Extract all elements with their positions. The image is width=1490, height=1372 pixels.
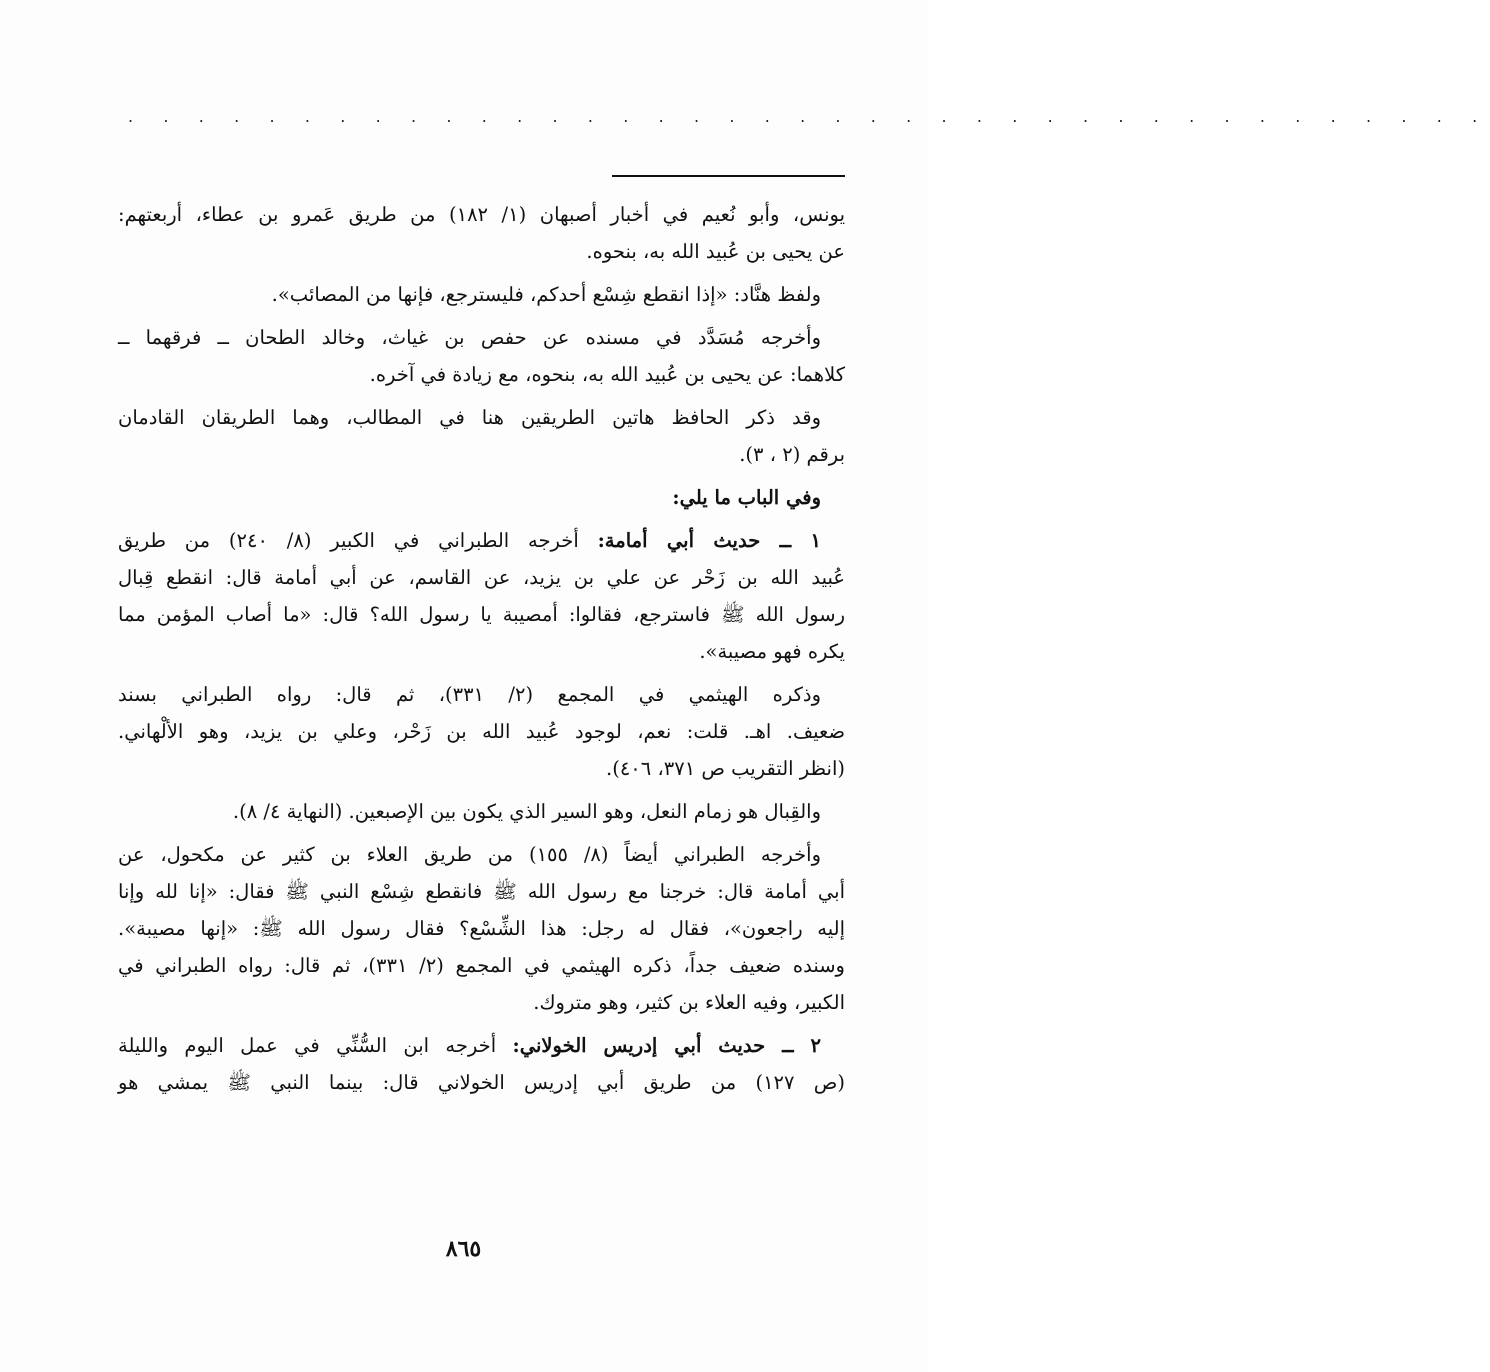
text-line: وذكره الهيثمي في المجمع (٢/ ٣٣١)، ثم قال: رواه الطبراني بسند	[118, 683, 821, 706]
text-line: عُبيد الله بن زَحْر عن علي بن يزيد، عن القاسم، عن أبي أمامة قال: انقطع قِبال	[118, 566, 845, 589]
text-line: وقد ذكر الحافظ هاتين الطريقين هنا في المطالب، وهما الطريقان القادمان	[118, 406, 821, 429]
dotted-separator: . . . . . . . . . . . . . . . . . . . . . . . . . . . . . . . . . . . . . . .	[128, 107, 1490, 126]
text-line: يونس، وأبو نُعيم في أخبار أصبهان (١/ ١٨٢) من طريق عَمرو بن عطاء، أربعتهم:	[118, 203, 845, 226]
text-line: وأخرجه مُسَدَّد في مسنده عن حفص بن غياث، وخالد الطحان ــ فرقهما ــ	[118, 326, 821, 349]
text-line: ولفظ هنَّاد: «إذا انقطع شِسْع أحدكم، فليسترجع، فإنها من المصائب».	[271, 283, 821, 306]
text-line: (انظر التقريب ص ٣٧١، ٤٠٦).	[606, 757, 845, 780]
text-line: برقم (٢ ، ٣).	[739, 443, 845, 466]
text-line: عن يحيى بن عُبيد الله به، بنحوه.	[586, 240, 845, 263]
paragraph	[118, 836, 845, 1021]
footnote-rule	[612, 175, 845, 177]
paragraph	[118, 399, 845, 473]
paragraph	[118, 276, 845, 313]
text-line: والقِبال هو زمام النعل، وهو السير الذي يكون بين الإصبعين. (النهاية ٤/ ٨).	[232, 800, 821, 823]
paragraph	[118, 196, 845, 270]
text-line: رسول الله ﷺ فاسترجع، فقالوا: أمصيبة يا رسول الله؟ قال: «ما أصاب المؤمن مما	[118, 603, 845, 626]
hadith-title: ١ ــ حديث أبي أمامة:	[597, 529, 822, 552]
text-line	[118, 522, 845, 559]
text-line: أبي أمامة قال: خرجنا مع رسول الله ﷺ فانقطع شِسْع النبي ﷺ فقال: «إنا لله وإنا	[118, 880, 845, 903]
paragraph	[118, 1027, 845, 1101]
text-line	[118, 1027, 845, 1064]
paragraph	[118, 676, 845, 787]
text-line: إليه راجعون»، فقال له رجل: هذا الشِّسْع؟ فقال رسول الله ﷺ: «إنها مصيبة».	[118, 917, 845, 940]
section-heading	[118, 479, 845, 516]
paragraph	[118, 793, 845, 830]
text-line: وسنده ضعيف جداً، ذكره الهيثمي في المجمع (٢/ ٣٣١)، ثم قال: رواه الطبراني في	[118, 954, 845, 977]
hadith-title: ٢ ــ حديث أبي إدريس الخولاني:	[512, 1034, 821, 1057]
text-line: يكره فهو مصيبة».	[699, 640, 845, 663]
text-run: أخرجه ابن السُّنِّي في عمل اليوم والليلة	[118, 1034, 513, 1057]
heading-text: وفي الباب ما يلي:	[672, 486, 821, 509]
text-run: أخرجه الطبراني في الكبير (٨/ ٢٤٠) من طريق	[118, 529, 598, 552]
text-line: الكبير، وفيه العلاء بن كثير، وهو متروك.	[533, 991, 845, 1014]
text-line: ضعيف. اهـ. قلت: نعم، لوجود عُبيد الله بن زَحْر، وعلي بن يزيد، وهو الألْهاني.	[118, 720, 845, 743]
paragraph	[118, 522, 845, 670]
text-line: وأخرجه الطبراني أيضاً (٨/ ١٥٥) من طريق العلاء بن كثير عن مكحول، عن	[118, 843, 821, 866]
footnote-text	[118, 196, 845, 1218]
text-line: (ص ١٢٧) من طريق أبي إدريس الخولاني قال: بينما النبي ﷺ يمشي هو	[118, 1071, 845, 1094]
text-line: كلاهما: عن يحيى بن عُبيد الله به، بنحوه، مع زيادة في آخره.	[369, 363, 845, 386]
paragraph	[118, 319, 845, 393]
page-number: ٨٦٥	[445, 1236, 482, 1262]
